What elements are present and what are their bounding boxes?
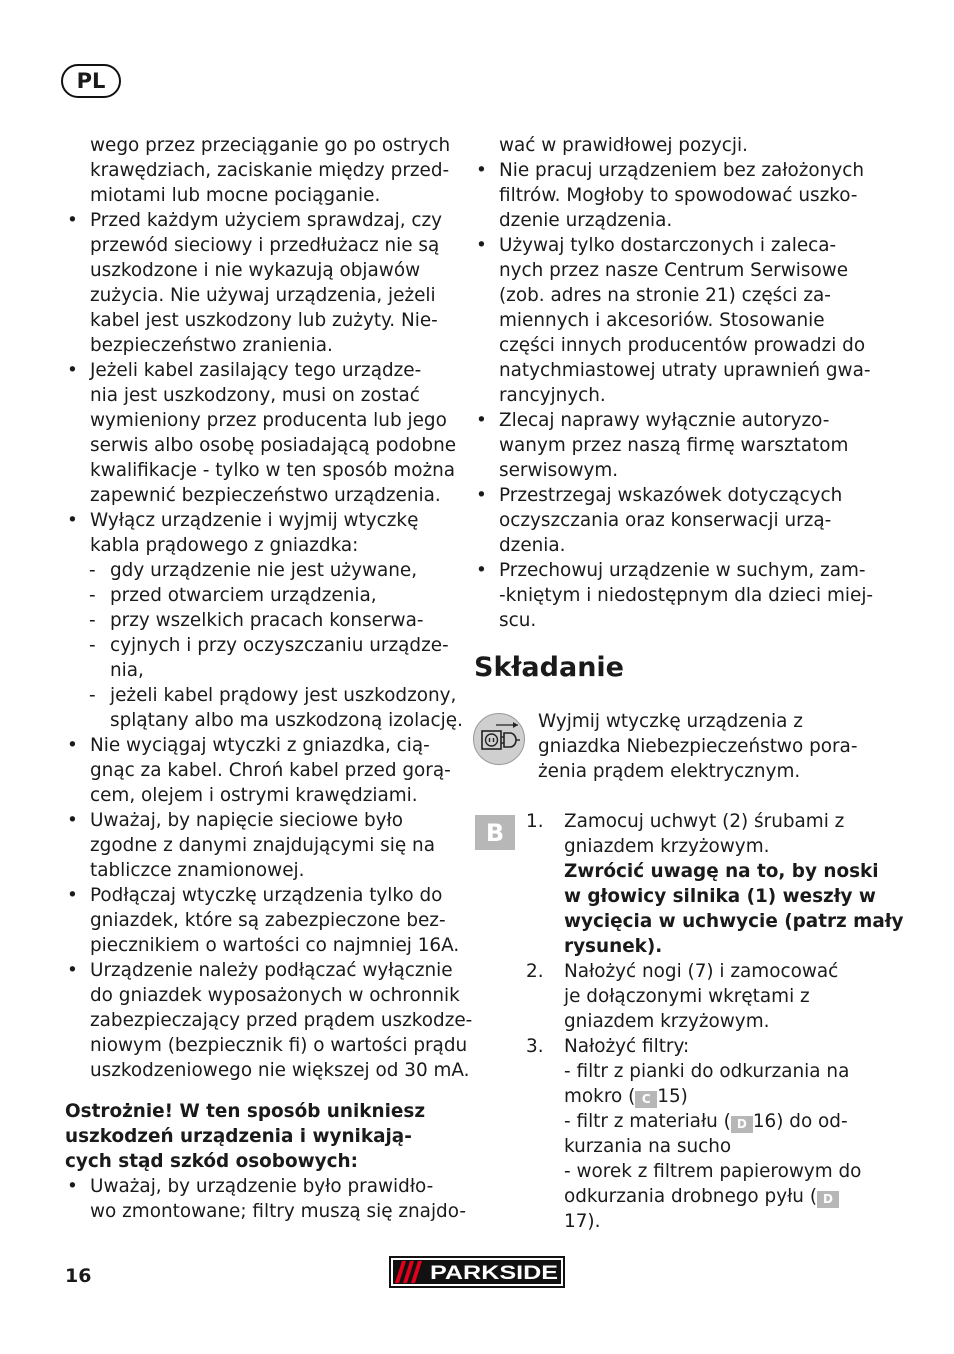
bullet-continuation: części innych producentów prowadzi do — [499, 335, 866, 356]
dash-continuation: splątany albo ma uszkodzoną izolację. — [110, 710, 463, 731]
bullet-item: • Wyłącz urządzenie i wyjmij wtyczkę — [65, 508, 457, 533]
filter-text: 15) — [657, 1086, 688, 1107]
dash-item: - gdy urządzenie nie jest używane, — [65, 558, 457, 583]
filter-line: kurzania na sucho — [564, 1136, 732, 1157]
page-number: 16 — [65, 1265, 92, 1287]
bullet-continuation: uszkodzeniowego nie większej od 30 mA. — [90, 1060, 470, 1081]
bullet-continuation: piecznikiem o wartości co najmniej 16A. — [90, 935, 460, 956]
left-column — [65, 133, 473, 1224]
dash-continuation: nia, — [110, 660, 144, 681]
filter-line — [564, 1184, 866, 1209]
bullet-item: • Przed każdym użyciem sprawdzaj, czy — [65, 208, 457, 233]
filter-text: 16) do od- — [752, 1111, 848, 1132]
step-note: Zwrócić uwagę na to, by noski — [564, 861, 879, 882]
svg-text:PARKSIDE: PARKSIDE — [430, 1263, 558, 1284]
bullet-continuation: serwis albo osobę posiadającą podobne — [90, 435, 457, 456]
bullet-continuation: cem, olejem i ostrymi krawędziami. — [90, 785, 418, 806]
assembly-steps — [526, 809, 904, 1234]
filter-line: 17). — [564, 1211, 601, 1232]
dash-item: - przed otwarciem urządzenia, — [65, 583, 457, 608]
step-text: je dołączonymi wkrętami z — [564, 986, 810, 1007]
bullet-continuation: -kniętym i niedostępnym dla dzieci miej- — [499, 585, 874, 606]
filter-line — [564, 1084, 866, 1109]
bullet-item: • Uważaj, by napięcie sieciowe było — [65, 808, 457, 833]
bullet-continuation: zabezpieczający przed prądem uszkodze- — [90, 1010, 473, 1031]
filter-text: - filtr z materiału ( — [564, 1111, 731, 1132]
bullet-item: • Podłączaj wtyczkę urządzenia tylko do — [65, 883, 457, 908]
bullet-continuation: kwalifikacje - tylko w ten sposób można — [90, 460, 456, 481]
figure-ref-c: C — [635, 1091, 657, 1108]
bullet-continuation: (zob. adres na stronie 21) części za- — [499, 285, 831, 306]
bullet-continuation: dzenia. — [499, 535, 566, 556]
assembly-step — [526, 809, 904, 959]
figure-ref-b: B — [475, 815, 515, 850]
bullet-continuation: dzenie urządzenia. — [499, 210, 673, 231]
filter-line — [564, 1109, 866, 1134]
bullet-continuation: natychmiastowej utraty uprawnień gwa- — [499, 360, 871, 381]
bullet-continuation: krawędziach, zaciskanie między przed- — [90, 160, 450, 181]
bullet-item: • Uważaj, by urządzenie było prawidło- — [65, 1174, 457, 1199]
dash-item: - cyjnych i przy oczyszczaniu urządze- — [65, 633, 457, 658]
assembly-step — [526, 959, 866, 1034]
warning-heading: uszkodzeń urządzenia i wynikają- — [65, 1126, 412, 1147]
step-text: Nałożyć filtry: — [564, 1036, 690, 1057]
step-text: - filtr z pianki do odkurzania na — [564, 1061, 850, 1082]
bullet-continuation: scu. — [499, 610, 537, 631]
section-title: Składanie — [474, 652, 624, 683]
bullet-continuation: do gniazdek wyposażonych w ochronnik — [90, 985, 460, 1006]
bullet-continuation: wanym przez naszą firmę warsztatom — [499, 435, 849, 456]
bullet-continuation: kabel jest uszkodzony lub zużyty. Nie- — [90, 310, 438, 331]
bullet-continuation: serwisowym. — [499, 460, 619, 481]
bullet-continuation: rancyjnych. — [499, 385, 606, 406]
bullet-continuation: wymieniony przez producenta lub jego — [90, 410, 447, 431]
bullet-continuation: zgodne z danymi znajdującymi się na — [90, 835, 435, 856]
unplug-note-line: Wyjmij wtyczkę urządzenia z — [538, 711, 803, 732]
right-column — [474, 133, 874, 633]
assembly-step — [526, 1034, 866, 1234]
bullet-item: • Jeżeli kabel zasilający tego urządze- — [65, 358, 457, 383]
step-number: 2. — [526, 961, 544, 982]
bullet-continuation: filtrów. Mogłoby to spowodować uszko- — [499, 185, 858, 206]
bullet-continuation: bezpieczeństwo zranienia. — [90, 335, 333, 356]
bullet-continuation: przewód sieciowy i przedłużacz nie są — [90, 235, 440, 256]
step-note: w głowicy silnika (1) weszły w — [564, 886, 876, 907]
step-number: 3. — [526, 1036, 544, 1057]
figure-ref-d: D — [817, 1191, 839, 1208]
filter-text: odkurzania drobnego pyłu ( — [564, 1186, 817, 1207]
step-note: wycięcia w uchwycie (patrz mały — [564, 911, 904, 932]
bullet-continuation: gniazdek, które są zabezpieczone bez- — [90, 910, 446, 931]
bullet-continuation: tabliczce znamionowej. — [90, 860, 305, 881]
unplug-note-line: żenia prądem elektrycznym. — [538, 761, 801, 782]
bullet-item: • Używaj tylko dostarczonych i zaleca- — [474, 233, 866, 258]
bullet-continuation: zużycia. Nie używaj urządzenia, jeżeli — [90, 285, 436, 306]
step-note: rysunek). — [564, 936, 663, 957]
bullet-item: • Urządzenie należy podłączać wyłącznie — [65, 958, 457, 983]
step-text: Nałożyć nogi (7) i zamocować — [564, 961, 839, 982]
unplug-icon — [473, 713, 525, 765]
filter-text: mokro ( — [564, 1086, 636, 1107]
bullet-continuation: oczyszczania oraz konserwacji urzą- — [499, 510, 832, 531]
bullet-item: • Nie wyciągaj wtyczki z gniazdka, cią- — [65, 733, 457, 758]
bullet-continuation: uszkodzone i nie wykazują objawów — [90, 260, 421, 281]
bullet-item: • Przestrzegaj wskazówek dotyczących — [474, 483, 866, 508]
bullet-item: • Zlecaj naprawy wyłącznie autoryzo- — [474, 408, 866, 433]
parkside-logo — [389, 1256, 565, 1288]
bullet-continuation: wego przez przeciąganie go po ostrych — [90, 135, 451, 156]
bullet-continuation: zapewnić bezpieczeństwo urządzenia. — [90, 485, 441, 506]
step-text: gniazdem krzyżowym. — [564, 1011, 770, 1032]
figure-ref-d: D — [731, 1116, 753, 1133]
dash-item: - jeżeli kabel prądowy jest uszkodzony, — [65, 683, 457, 708]
bullet-item: • Przechowuj urządzenie w suchym, zam- — [474, 558, 866, 583]
step-text: Zamocuj uchwyt (2) śrubami z — [564, 811, 845, 832]
bullet-continuation: gnąc za kabel. Chroń kabel przed gorą- — [90, 760, 451, 781]
bullet-item: • Nie pracuj urządzeniem bez założonych — [474, 158, 866, 183]
filter-line: - worek z filtrem papierowym do — [564, 1161, 862, 1182]
bullet-continuation: miotami lub mocne pociąganie. — [90, 185, 381, 206]
warning-heading: cych stąd szkód osobowych: — [65, 1151, 358, 1172]
bullet-continuation: wać w prawidłowej pozycji. — [499, 135, 748, 156]
step-text: gniazdem krzyżowym. — [564, 836, 770, 857]
bullet-continuation: niowym (bezpiecznik fi) o wartości prądu — [90, 1035, 468, 1056]
bullet-continuation: miennych i akcesoriów. Stosowanie — [499, 310, 825, 331]
unplug-note — [538, 709, 868, 784]
bullet-continuation: nych przez nasze Centrum Serwisowe — [499, 260, 849, 281]
unplug-note-line: gniazdka Niebezpieczeństwo pora- — [538, 736, 858, 757]
warning-heading: Ostrożnie! W ten sposób unikniesz — [65, 1101, 426, 1122]
bullet-continuation: nia jest uszkodzony, musi on zostać — [90, 385, 420, 406]
dash-item: - przy wszelkich pracach konserwa- — [65, 608, 457, 633]
language-badge: PL — [61, 64, 121, 98]
step-number: 1. — [526, 811, 544, 832]
bullet-continuation: kabla prądowego z gniazdka: — [90, 535, 359, 556]
bullet-continuation: wo zmontowane; filtry muszą się znajdo- — [90, 1201, 466, 1222]
